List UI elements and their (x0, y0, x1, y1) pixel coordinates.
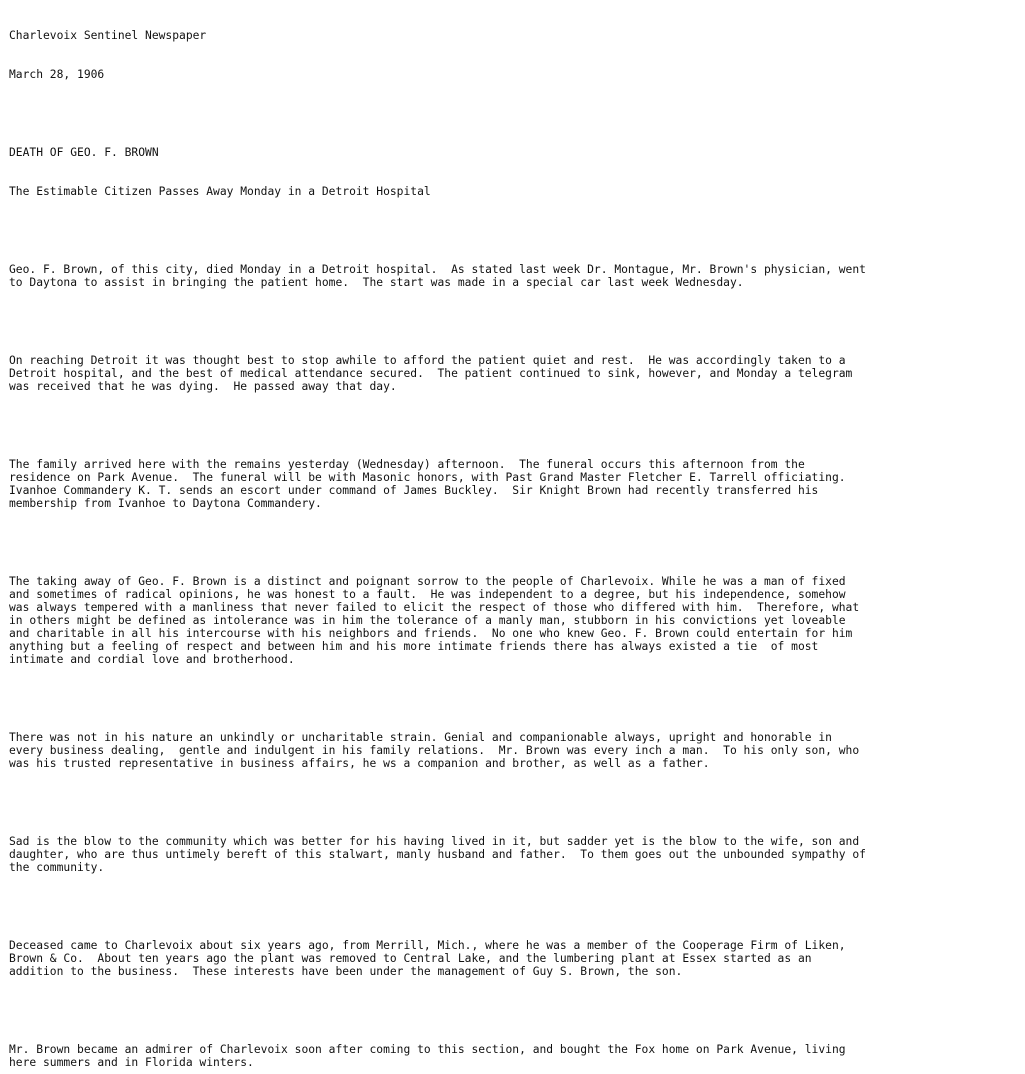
spacer (9, 796, 1021, 809)
newspaper-name: Charlevoix Sentinel Newspaper (9, 29, 207, 42)
spacer (9, 419, 1021, 432)
article-headline: DEATH OF GEO. F. BROWN (9, 146, 159, 159)
spacer (9, 224, 1021, 237)
article-paragraph-2: On reaching Detroit it was thought best to stop awhile to afford the patient quiet and rest. He was accordingly taken to a Detroit hospital, and the best of medical attendance secured. The patient continued to sink, however, and Monday a telegram was received that he was dying. He passed away that day. (9, 354, 853, 393)
spacer (9, 1004, 1021, 1017)
spacer (9, 107, 1021, 120)
article-paragraph-5: There was not in his nature an unkindly or uncharitable strain. Genial and companionable always, upright and honorable in every business dealing, gentle and indulgent in his family relations. Mr. Brown was every inch a man. To his only son, who was his trusted representative in business affairs, he ws a companion and brother, as well as a father. (9, 731, 860, 770)
article-paragraph-7: Deceased came to Charlevoix about six years ago, from Merrill, Mich., where he was a member of the Cooperage Firm of Liken, Brown & Co. About ten years ago the plant was removed to Central Lake, and the lumbering plant at Essex started as an addition to the business. These interests have been under the management of Guy S. Brown, the son. (9, 939, 846, 978)
article-subheadline: The Estimable Citizen Passes Away Monday in a Detroit Hospital (9, 185, 431, 198)
article-paragraph-6: Sad is the blow to the community which was better for his having lived in it, but sadder yet is the blow to the wife, son and daughter, who are thus untimely bereft of this stalwart, manly husband and father. To them goes out the unbounded sympathy of the community. (9, 835, 866, 874)
article-paragraph-1: Geo. F. Brown, of this city, died Monday in a Detroit hospital. As stated last week Dr. Montague, Mr. Brown's physician, went to Daytona to assist in bringing the patient home. The start was made in a special car last week Wednesday. (9, 263, 866, 289)
newspaper-transcript (9, 3, 1021, 1074)
spacer (9, 692, 1021, 705)
article-paragraph-3: The family arrived here with the remains yesterday (Wednesday) afternoon. The funeral occurs this afternoon from the residence on Park Avenue. The funeral will be with Masonic honors, with Past Grand Master Fletcher E. Tarrell officiating. Ivanhoe Commandery K. T. sends an escort under command of James Buckley. Sir Knight Brown had recently transferred his membership from Ivanhoe to Daytona Commandery. (9, 458, 846, 510)
article-paragraph-4: The taking away of Geo. F. Brown is a distinct and poignant sorrow to the people of Charlevoix. While he was a man of fixed and sometimes of radical opinions, he was honest to a fault. He was independent to a degree, but his independence, somehow was always tempered with a manliness that never failed to elicit the respect of those who differed with him. Therefore, what in others might be defined as intolerance was in him the tolerance of a manly man, stubborn in his convictions yet loveable and charitable in all his intercourse with his neighbors and friends. No one who knew Geo. F. Brown could entertain for him anything but a feeling of respect and between him and his more intimate friends there has always existed a tie of most intimate and cordial love and brotherhood. (9, 575, 860, 666)
spacer (9, 315, 1021, 328)
publication-date: March 28, 1906 (9, 68, 105, 81)
spacer (9, 900, 1021, 913)
article-paragraph-8: Mr. Brown became an admirer of Charlevoix soon after coming to this section, and bought the Fox home on Park Avenue, living here summers and in Florida winters. (9, 1043, 846, 1069)
spacer (9, 536, 1021, 549)
